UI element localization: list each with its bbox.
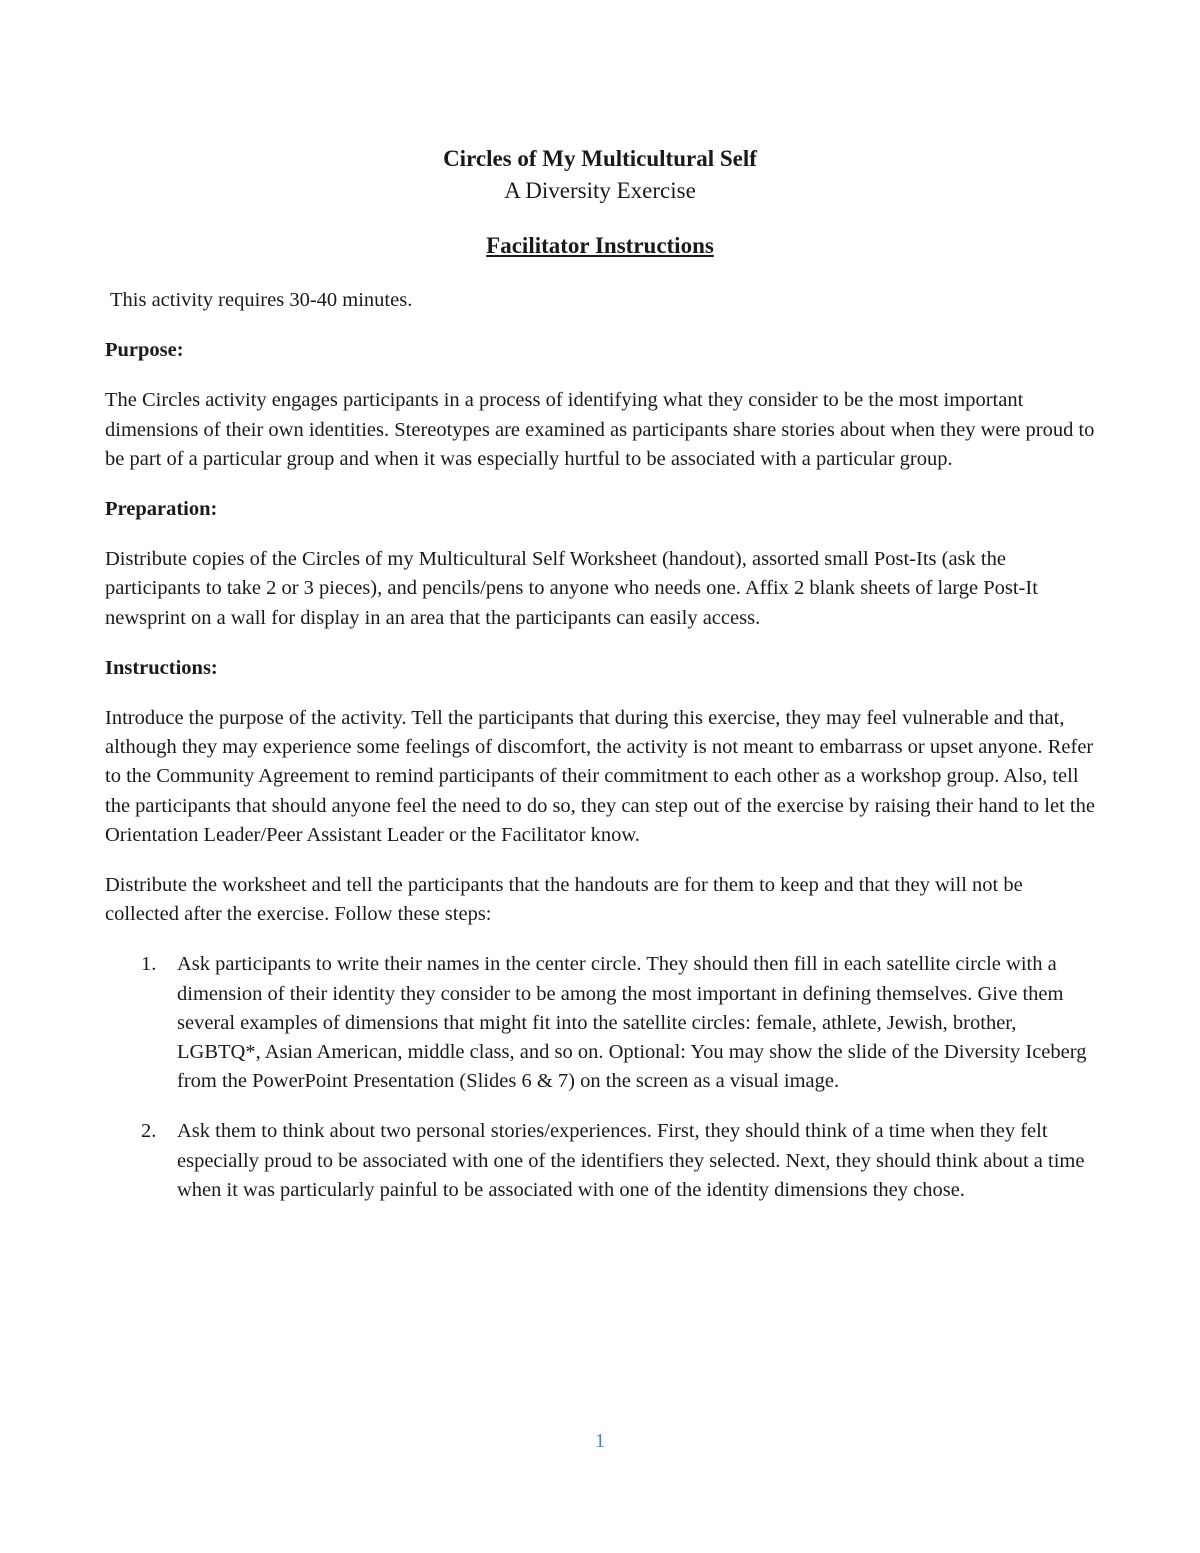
- preparation-heading: Preparation:: [105, 498, 218, 521]
- page-number: 1: [595, 1430, 605, 1452]
- document-subtitle: A Diversity Exercise: [504, 178, 696, 203]
- purpose-heading: Purpose:: [105, 339, 184, 362]
- step-number: 2.: [141, 1120, 157, 1143]
- purpose-text: The Circles activity engages participants in a process of identifying what they consider to be the most important dimensions of their own identities. Stereotypes are examined as participants share stories about when they were proud to be part of a particular group and when it was especially hurtful to be associated with a particular group.: [105, 389, 1095, 470]
- instructions-heading: Instructions:: [105, 656, 218, 679]
- instructions-paragraph: Distribute the worksheet and tell the participants that the handouts are for them to keep and that they will not be collected after the exercise. Follow these steps:: [105, 874, 1023, 926]
- instructions-paragraph: Introduce the purpose of the activity. Tell the participants that during this exercise, they may feel vulnerable and that, although they may experience some feelings of discomfort, the activity is not meant to embarrass or upset anyone. Refer to the Community Agreement to remind participants of their commitment to each other as a workshop group. Also, tell the participants that should anyone feel the need to do so, they can step out of the exercise by raising their hand to let the Orientation Leader/Peer Assistant Leader or the Facilitator know.: [105, 707, 1095, 846]
- document-title: Circles of My Multicultural Self: [443, 146, 757, 171]
- steps-list: [105, 950, 1095, 1205]
- step-number: 1.: [141, 953, 157, 976]
- preparation-text: Distribute copies of the Circles of my Multicultural Self Worksheet (handout), assorted small Post-Its (ask the participants to take 2 or 3 pieces), and pencils/pens to anyone who needs one. Affix 2 blank sheets of large Post-It newsprint on a wall for display in an area that the participants can easily access.: [105, 548, 1038, 629]
- facilitator-instructions-heading: Facilitator Instructions: [486, 233, 714, 258]
- list-item: [105, 1117, 1095, 1205]
- intro-text: This activity requires 30-40 minutes.: [110, 289, 413, 311]
- step-text: Ask participants to write their names in the center circle. They should then fill in each satellite circle with a dimension of their identity they consider to be among the most important in defining themselves. Give them several examples of dimensions that might fit into the satellite circles: female, athlete, Jewish, brother, LGBTQ*, Asian American, middle class, and so on. Optional: You may show the slide of the Diversity Iceberg from the PowerPoint Presentation (Slides 6 & 7) on the screen as a visual image.: [177, 953, 1087, 1093]
- list-item: [105, 950, 1095, 1096]
- document-body: [105, 286, 1095, 1226]
- title-block: [0, 143, 1200, 262]
- step-text: Ask them to think about two personal stories/experiences. First, they should think of a time when they felt especially proud to be associated with one of the identifiers they selected. Next, they should think about a time when it was particularly painful to be associated with one of the identity dimensions they chose.: [177, 1120, 1085, 1201]
